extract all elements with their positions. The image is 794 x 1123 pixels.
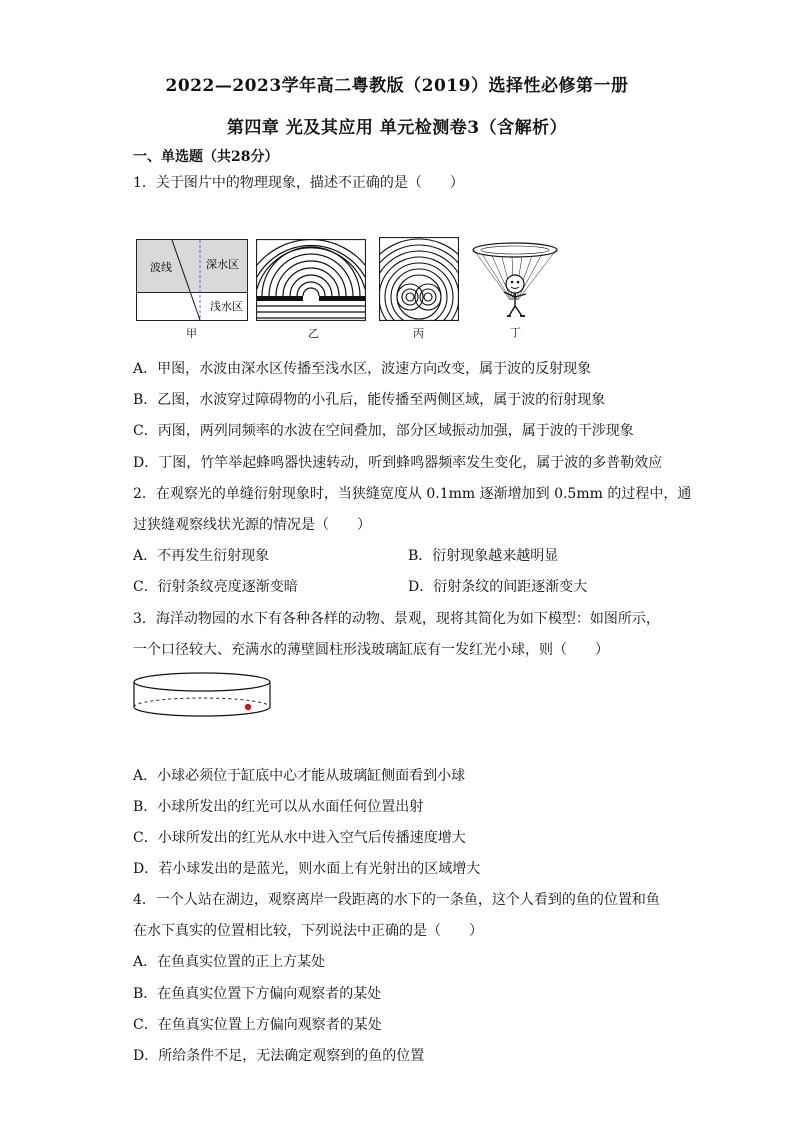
q4-option-c: C．在鱼真实位置上方偏向观察者的某处 (133, 1017, 382, 1033)
q3-option-c: C．小球所发出的红光从水中进入空气后传播速度增大 (133, 830, 466, 846)
diffraction-diagram (256, 239, 366, 321)
q1-figure-ding (470, 242, 560, 339)
q1-option-a: A．甲图，水波由深水区传播至浅水区，波速方向改变，属于波的反射现象 (133, 361, 592, 377)
q1-stem: 1．关于图片中的物理现象，描述不正确的是（ ） (133, 175, 464, 191)
red-ball (245, 704, 251, 710)
q3-stem-line2: 一个口径较大、充满水的薄壁圆柱形浅玻璃缸底有一发红光小球，则（ ） (133, 642, 609, 658)
q3-stem-line1: 3．海洋动物园的水下有各种各样的动物、景观，现将其简化为如下模型：如图所示， (133, 611, 660, 627)
wave-line-label: 波线 (150, 261, 172, 274)
q3-option-d: D．若小球发出的是蓝光，则水面上有光射出的区域增大 (133, 861, 481, 877)
q1-option-d: D．丁图，竹竿举起蜂鸣器快速转动，听到蜂鸣器频率发生变化，属于波的多普勒效应 (133, 455, 663, 471)
caption-yi: 乙 (308, 327, 319, 340)
q2-option-c: C．衍射条纹亮度逐渐变暗 (133, 579, 298, 595)
section-heading: 一、单选题（共28分） (133, 149, 279, 165)
q2-option-b: B．衍射现象越来越明显 (408, 548, 559, 564)
shallow-water-label: 浅水区 (210, 300, 243, 313)
q3-option-b: B．小球所发出的红光可以从水面任何位置出射 (133, 799, 424, 815)
q4-option-d: D．所给条件不足，无法确定观察到的鱼的位置 (133, 1048, 425, 1064)
q4-option-b: B．在鱼真实位置下方偏向观察者的某处 (133, 986, 382, 1002)
q1-option-b: B．乙图，水波穿过障碍物的小孔后，能传播至两侧区域，属于波的衍射现象 (133, 392, 606, 408)
q2-option-d: D．衍射条纹的间距逐渐变大 (408, 579, 588, 595)
caption-bing: 丙 (413, 327, 424, 340)
caption-ding: 丁 (510, 326, 521, 339)
q3-figure-tank (132, 672, 272, 724)
q4-option-a: A．在鱼真实位置的正上方某处 (133, 954, 326, 970)
q1-option-c: C．丙图，两列同频率的水波在空间叠加，部分区域振动加强，属于波的干涉现象 (133, 423, 634, 439)
q1-figure-bing (379, 237, 459, 340)
q1-figure-jia (136, 239, 248, 340)
q2-option-a: A．不再发生衍射现象 (133, 548, 270, 564)
q3-option-a: A．小球必须位于缸底中心才能从玻璃缸侧面看到小球 (133, 768, 466, 784)
doc-title-line1: 2022—2023学年高二粤教版（2019）选择性必修第一册 (165, 76, 629, 96)
caption-jia: 甲 (186, 327, 197, 340)
doc-title-line2: 第四章 光及其应用 单元检测卷3（含解析） (226, 118, 568, 138)
q4-stem-line2: 在水下真实的位置相比较，下列说法中正确的是（ ） (133, 923, 483, 939)
q1-figure-yi (256, 239, 366, 340)
deep-water-label: 深水区 (206, 258, 239, 271)
q2-stem-line2: 过狭缝观察线状光源的情况是（ ） (133, 517, 371, 533)
interference-diagram (379, 237, 459, 321)
q4-stem-line1: 4．一个人站在湖边，观察离岸一段距离的水下的一条鱼，这个人看到的鱼的位置和鱼 (133, 892, 660, 908)
glass-tank-diagram (132, 672, 272, 720)
q2-stem-line1: 2．在观察光的单缝衍射现象时，当狭缝宽度从 0.1mm 逐渐增加到 0.5mm 的过程中，通 (133, 486, 692, 502)
refraction-diagram (136, 239, 248, 321)
doppler-diagram (470, 242, 560, 322)
